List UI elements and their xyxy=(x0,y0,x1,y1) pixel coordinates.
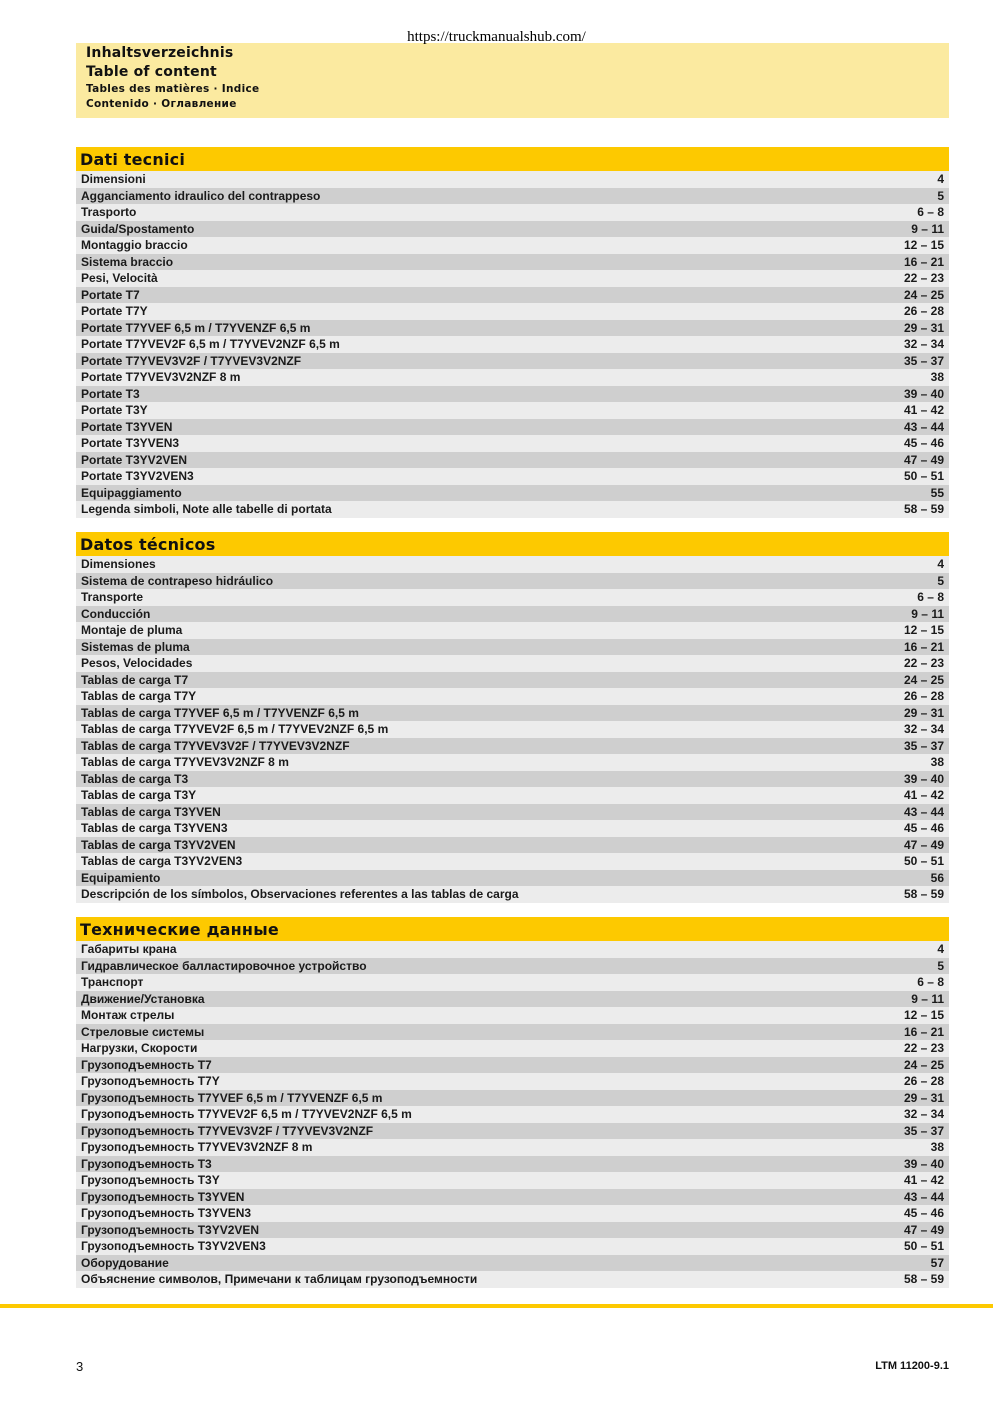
toc-entry-page: 5 xyxy=(937,573,944,588)
toc-entry-page: 39 – 40 xyxy=(903,1156,944,1171)
toc-row[interactable] xyxy=(76,1172,949,1189)
toc-row[interactable] xyxy=(76,171,949,188)
footer-rule xyxy=(0,1304,993,1308)
toc-entry-page: 6 – 8 xyxy=(917,205,944,219)
toc-row[interactable] xyxy=(76,1189,949,1206)
toc-entry-label: Legenda simboli, Note alle tabelle di portata xyxy=(81,502,332,516)
toc-entry-page: 35 – 37 xyxy=(903,353,944,368)
toc-entry-label: Грузоподъемность T3Y xyxy=(81,1173,220,1187)
toc-row[interactable] xyxy=(76,369,949,386)
toc-row[interactable] xyxy=(76,402,949,419)
toc-entry-page: 47 – 49 xyxy=(903,1222,944,1237)
title-english: Table of content xyxy=(86,64,217,80)
toc-row[interactable] xyxy=(76,622,949,639)
toc-entry-page: 38 xyxy=(930,1140,944,1154)
toc-entry-page: 32 – 34 xyxy=(903,1107,944,1121)
toc-row[interactable] xyxy=(76,1090,949,1107)
toc-row[interactable] xyxy=(76,606,949,623)
toc-row[interactable] xyxy=(76,1057,949,1074)
toc-row[interactable] xyxy=(76,589,949,606)
toc-row[interactable] xyxy=(76,485,949,502)
toc-row[interactable] xyxy=(76,870,949,887)
toc-entry-page: 12 – 15 xyxy=(903,1008,944,1022)
document-id: LTM 11200-9.1 xyxy=(875,1360,949,1372)
toc-entry-label: Оборудование xyxy=(81,1255,169,1270)
toc-row[interactable] xyxy=(76,771,949,788)
toc-row[interactable] xyxy=(76,688,949,705)
toc-entry-label: Грузоподъемность T7YVEF 6,5 m / T7YVENZF 6,5 m xyxy=(81,1090,383,1105)
toc-entry-label: Portate T7YVEV2F 6,5 m / T7YVEV2NZF 6,5 m xyxy=(81,337,340,351)
toc-entry-page: 43 – 44 xyxy=(903,804,944,819)
toc-entry-label: Portate T7YVEF 6,5 m / T7YVENZF 6,5 m xyxy=(81,320,311,335)
toc-entry-label: Montaggio braccio xyxy=(81,238,188,252)
toc-entry-page: 38 xyxy=(930,370,944,384)
toc-entry-label: Tablas de carga T3YV2VEN3 xyxy=(81,854,243,868)
toc-entry-label: Portate T7YVEV3V2F / T7YVEV3V2NZF xyxy=(81,353,302,368)
toc-entry-label: Conducción xyxy=(81,606,151,621)
toc-entry-page: 9 – 11 xyxy=(911,221,944,236)
toc-entry-label: Грузоподъемность T3 xyxy=(81,1156,212,1171)
toc-row[interactable] xyxy=(76,452,949,469)
toc-entry-page: 24 – 25 xyxy=(903,672,944,687)
section-italian xyxy=(76,147,949,518)
toc-entry-label: Грузоподъемность T3YV2VEN xyxy=(81,1222,260,1237)
toc-row[interactable] xyxy=(76,1106,949,1123)
toc-entry-label: Tablas de carga T7 xyxy=(81,672,189,687)
toc-entry-label: Portate T3YV2VEN xyxy=(81,452,188,467)
toc-entry-label: Нагрузки, Скорости xyxy=(81,1041,198,1055)
toc-row[interactable] xyxy=(76,941,949,958)
toc-entry-label: Грузоподъемность T3YVEN xyxy=(81,1189,245,1204)
toc-entry-label: Portate T3YVEN3 xyxy=(81,436,180,450)
toc-entry-label: Sistema braccio xyxy=(81,254,174,269)
toc-row[interactable] xyxy=(76,1238,949,1255)
toc-entry-label: Sistema de contrapeso hidráulico xyxy=(81,573,274,588)
toc-entry-page: 50 – 51 xyxy=(903,854,944,868)
toc-entry-label: Объяснение символов, Примечани к таблицам грузоподъемности xyxy=(81,1272,478,1286)
toc-entry-label: Tablas de carga T7YVEV3V2F / T7YVEV3V2NZF xyxy=(81,738,350,753)
toc-entry-label: Tablas de carga T7YVEF 6,5 m / T7YVENZF 6,5 m xyxy=(81,705,359,720)
section-title: Dati tecnici xyxy=(76,147,949,171)
toc-row[interactable] xyxy=(76,804,949,821)
toc-entry-page: 24 – 25 xyxy=(903,287,944,302)
toc-entry-page: 57 xyxy=(930,1255,944,1270)
toc-row[interactable] xyxy=(76,974,949,991)
toc-row[interactable] xyxy=(76,204,949,221)
toc-entry-page: 45 – 46 xyxy=(903,436,944,450)
toc-row[interactable] xyxy=(76,639,949,656)
toc-entry-label: Transporte xyxy=(81,590,144,604)
toc-entry-label: Грузоподъемность T7YVEV3V2F / T7YVEV3V2NZF xyxy=(81,1123,374,1138)
toc-entry-page: 6 – 8 xyxy=(917,590,944,604)
toc-row[interactable] xyxy=(76,353,949,370)
section-russian xyxy=(76,917,949,1288)
toc-entry-label: Guida/Spostamento xyxy=(81,221,195,236)
toc-entry-page: 50 – 51 xyxy=(903,1239,944,1253)
toc-row[interactable] xyxy=(76,1073,949,1090)
toc-row[interactable] xyxy=(76,672,949,689)
toc-row[interactable] xyxy=(76,1139,949,1156)
toc-row[interactable] xyxy=(76,705,949,722)
toc-row[interactable] xyxy=(76,754,949,771)
toc-entry-label: Tablas de carga T7Y xyxy=(81,689,197,703)
toc-row[interactable] xyxy=(76,655,949,672)
toc-row[interactable] xyxy=(76,738,949,755)
toc-entry-label: Sistemas de pluma xyxy=(81,639,190,654)
toc-row[interactable] xyxy=(76,853,949,870)
page-number: 3 xyxy=(76,1359,84,1374)
toc-entry-label: Portate T3YVEN xyxy=(81,419,173,434)
toc-entry-label: Tablas de carga T7YVEV2F 6,5 m / T7YVEV2NZF 6,5 m xyxy=(81,722,389,736)
toc-row[interactable] xyxy=(76,958,949,975)
toc-row[interactable] xyxy=(76,787,949,804)
toc-row[interactable] xyxy=(76,1007,949,1024)
toc-entry-page: 24 – 25 xyxy=(903,1057,944,1072)
toc-entry-page: 41 – 42 xyxy=(903,788,944,802)
toc-entry-label: Agganciamento idraulico del contrappeso xyxy=(81,188,321,203)
section-spanish xyxy=(76,532,949,903)
toc-entry-page: 16 – 21 xyxy=(903,1024,944,1039)
toc-entry-page: 22 – 23 xyxy=(903,656,944,670)
toc-entry-label: Tablas de carga T3YVEN3 xyxy=(81,821,228,835)
toc-entry-page: 58 – 59 xyxy=(903,887,944,901)
toc-entry-label: Tablas de carga T3YV2VEN xyxy=(81,837,236,852)
toc-entry-page: 45 – 46 xyxy=(903,1206,944,1220)
toc-entry-page: 35 – 37 xyxy=(903,738,944,753)
toc-entry-page: 50 – 51 xyxy=(903,469,944,483)
toc-entry-page: 29 – 31 xyxy=(903,1090,944,1105)
toc-entry-page: 39 – 40 xyxy=(903,771,944,786)
toc-entry-page: 16 – 21 xyxy=(903,254,944,269)
toc-header xyxy=(76,43,949,118)
toc-entry-label: Portate T7Y xyxy=(81,304,148,318)
toc-entry-page: 9 – 11 xyxy=(911,991,944,1006)
toc-entry-page: 43 – 44 xyxy=(903,419,944,434)
toc-list xyxy=(76,556,949,903)
toc-entry-label: Грузоподъемность T3YV2VEN3 xyxy=(81,1239,266,1253)
toc-row[interactable] xyxy=(76,886,949,903)
title-spanish-russian: Contenido · Оглавление xyxy=(86,98,237,110)
toc-entry-page: 5 xyxy=(937,188,944,203)
toc-entry-label: Portate T7 xyxy=(81,287,140,302)
toc-entry-label: Грузоподъемность T7YVEV2F 6,5 m / T7YVEV2NZF 6,5 m xyxy=(81,1107,412,1121)
toc-list xyxy=(76,941,949,1288)
toc-entry-page: 45 – 46 xyxy=(903,821,944,835)
toc-entry-label: Габариты крана xyxy=(81,942,177,956)
toc-row[interactable] xyxy=(76,1222,949,1239)
toc-entry-label: Грузоподъемность T7 xyxy=(81,1057,212,1072)
toc-entry-page: 5 xyxy=(937,958,944,973)
toc-entry-page: 4 xyxy=(937,942,944,956)
toc-entry-label: Tablas de carga T3YVEN xyxy=(81,804,221,819)
toc-entry-page: 56 xyxy=(930,870,944,885)
toc-entry-label: Tablas de carga T3Y xyxy=(81,788,197,802)
toc-row[interactable] xyxy=(76,1123,949,1140)
toc-row[interactable] xyxy=(76,1024,949,1041)
title-german: Inhaltsverzeichnis xyxy=(86,45,234,61)
toc-row[interactable] xyxy=(76,386,949,403)
toc-entry-page: 41 – 42 xyxy=(903,1173,944,1187)
toc-entry-label: Грузоподъемность T7YVEV3V2NZF 8 m xyxy=(81,1140,313,1154)
toc-entry-label: Montaje de pluma xyxy=(81,623,183,637)
toc-entry-label: Pesos, Velocidades xyxy=(81,656,193,670)
toc-entry-label: Equipamiento xyxy=(81,870,161,885)
toc-entry-page: 12 – 15 xyxy=(903,623,944,637)
toc-entry-label: Гидравлическое балластировочное устройство xyxy=(81,958,367,973)
toc-row[interactable] xyxy=(76,1156,949,1173)
toc-entry-page: 4 xyxy=(937,557,944,571)
toc-row[interactable] xyxy=(76,1271,949,1288)
toc-row[interactable] xyxy=(76,435,949,452)
toc-row[interactable] xyxy=(76,336,949,353)
toc-entry-page: 35 – 37 xyxy=(903,1123,944,1138)
source-url[interactable]: https://truckmanualshub.com/ xyxy=(407,29,586,45)
toc-entry-page: 6 – 8 xyxy=(917,975,944,989)
toc-row[interactable] xyxy=(76,320,949,337)
toc-entry-label: Транспорт xyxy=(81,975,144,989)
toc-row[interactable] xyxy=(76,991,949,1008)
toc-entry-page: 22 – 23 xyxy=(903,271,944,285)
toc-row[interactable] xyxy=(76,188,949,205)
toc-row[interactable] xyxy=(76,468,949,485)
section-title: Datos técnicos xyxy=(76,532,949,556)
toc-entry-label: Trasporto xyxy=(81,205,137,219)
toc-entry-page: 22 – 23 xyxy=(903,1041,944,1055)
toc-entry-label: Portate T3YV2VEN3 xyxy=(81,469,194,483)
toc-entry-page: 47 – 49 xyxy=(903,452,944,467)
toc-entry-page: 4 xyxy=(937,172,944,186)
toc-entry-page: 29 – 31 xyxy=(903,320,944,335)
toc-entry-label: Pesi, Velocità xyxy=(81,271,158,285)
toc-row[interactable] xyxy=(76,287,949,304)
toc-row[interactable] xyxy=(76,1255,949,1272)
toc-row[interactable] xyxy=(76,820,949,837)
toc-entry-page: 32 – 34 xyxy=(903,722,944,736)
toc-entry-page: 16 – 21 xyxy=(903,639,944,654)
title-french-italian: Tables des matières · Indice xyxy=(86,83,260,95)
toc-entry-label: Portate T3 xyxy=(81,386,140,401)
toc-entry-page: 38 xyxy=(930,755,944,769)
toc-entry-page: 58 – 59 xyxy=(903,502,944,516)
toc-entry-page: 58 – 59 xyxy=(903,1272,944,1286)
toc-row[interactable] xyxy=(76,254,949,271)
toc-entry-label: Tablas de carga T7YVEV3V2NZF 8 m xyxy=(81,755,289,769)
toc-entry-label: Монтаж стрелы xyxy=(81,1008,175,1022)
toc-row[interactable] xyxy=(76,303,949,320)
toc-row[interactable] xyxy=(76,721,949,738)
toc-entry-page: 9 – 11 xyxy=(911,606,944,621)
toc-entry-page: 47 – 49 xyxy=(903,837,944,852)
toc-row[interactable] xyxy=(76,221,949,238)
toc-entry-label: Portate T3Y xyxy=(81,403,148,417)
toc-entry-page: 32 – 34 xyxy=(903,337,944,351)
toc-entry-page: 12 – 15 xyxy=(903,238,944,252)
toc-entry-page: 26 – 28 xyxy=(903,304,944,318)
toc-row[interactable] xyxy=(76,1040,949,1057)
toc-entry-label: Dimensioni xyxy=(81,172,146,186)
toc-row[interactable] xyxy=(76,573,949,590)
toc-entry-page: 43 – 44 xyxy=(903,1189,944,1204)
section-title: Технические данные xyxy=(76,917,949,941)
toc-row[interactable] xyxy=(76,501,949,518)
toc-list xyxy=(76,171,949,518)
toc-row[interactable] xyxy=(76,1205,949,1222)
toc-entry-page: 39 – 40 xyxy=(903,386,944,401)
toc-entry-page: 26 – 28 xyxy=(903,689,944,703)
toc-entry-label: Descripción de los símbolos, Observaciones referentes a las tablas de carga xyxy=(81,887,519,901)
toc-entry-label: Стреловые системы xyxy=(81,1024,205,1039)
toc-entry-label: Грузоподъемность T3YVEN3 xyxy=(81,1206,252,1220)
toc-entry-page: 41 – 42 xyxy=(903,403,944,417)
toc-row[interactable] xyxy=(76,270,949,287)
toc-entry-label: Грузоподъемность T7Y xyxy=(81,1074,220,1088)
toc-row[interactable] xyxy=(76,237,949,254)
toc-entry-label: Dimensiones xyxy=(81,557,156,571)
toc-entry-page: 29 – 31 xyxy=(903,705,944,720)
toc-entry-page: 55 xyxy=(930,485,944,500)
toc-row[interactable] xyxy=(76,837,949,854)
toc-entry-label: Движение/Установка xyxy=(81,991,205,1006)
toc-entry-label: Equipaggiamento xyxy=(81,485,182,500)
toc-row[interactable] xyxy=(76,419,949,436)
toc-entry-label: Portate T7YVEV3V2NZF 8 m xyxy=(81,370,241,384)
toc-row[interactable] xyxy=(76,556,949,573)
toc-entry-page: 26 – 28 xyxy=(903,1074,944,1088)
toc-entry-label: Tablas de carga T3 xyxy=(81,771,189,786)
